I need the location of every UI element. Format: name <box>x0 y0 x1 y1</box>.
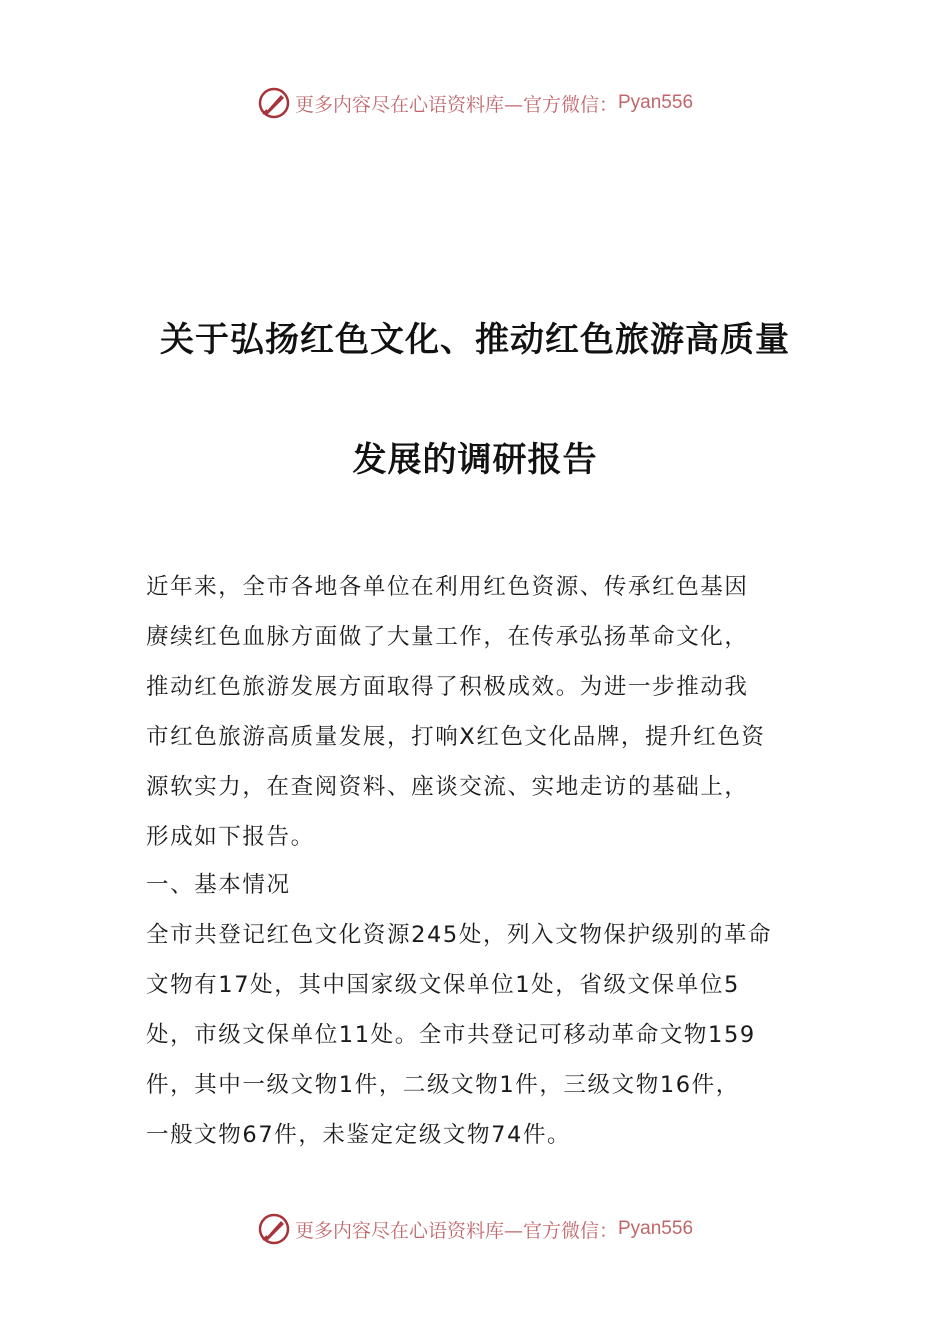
section-heading-text: 一、基本情况 <box>146 872 291 898</box>
text-line: 源软实力，在查阅资料、座谈交流、实地走访的基础上， <box>146 774 749 800</box>
text-line: 近年来，全市各地各单位在利用红色资源、传承红色基因 <box>146 574 749 600</box>
quill-logo-icon <box>257 86 291 120</box>
watermark-text: 更多内容尽在心语资料库—官方微信： <box>294 93 618 116</box>
text-line: 处，市级文保单位11处。全市共登记可移动革命文物159 <box>146 1022 756 1048</box>
section-paragraph <box>146 910 811 1160</box>
text-line: 市红色旅游高质量发展，打响X红色文化品牌，提升红色资 <box>146 724 766 750</box>
text-line: 形成如下报告。 <box>146 824 315 850</box>
text-line: 推动红色旅游发展方面取得了积极成效。为进一步推动我 <box>146 674 749 700</box>
text-line: 一般文物67件，未鉴定定级文物74件。 <box>146 1122 572 1148</box>
document-title-line-1: 关于弘扬红色文化、推动红色旅游高质量 <box>160 320 790 360</box>
watermark-text: 更多内容尽在心语资料库—官方微信： <box>294 1219 618 1242</box>
text-line: 文物有17处，其中国家级文保单位1处，省级文保单位5 <box>146 972 740 998</box>
document-title-line-2: 发展的调研报告 <box>352 440 598 480</box>
intro-paragraph <box>146 562 811 862</box>
footer-watermark <box>0 1212 950 1246</box>
text-line: 全市共登记红色文化资源245处，列入文物保护级别的革命 <box>146 922 773 948</box>
section-heading <box>146 860 811 910</box>
watermark-handle: Pyan556 <box>618 92 694 113</box>
text-line: 件，其中一级文物1件，二级文物1件，三级文物16件， <box>146 1072 740 1098</box>
quill-logo-icon <box>257 1212 291 1246</box>
text-line: 赓续红色血脉方面做了大量工作，在传承弘扬革命文化， <box>146 624 749 650</box>
header-watermark <box>0 86 950 120</box>
watermark-handle: Pyan556 <box>618 1218 694 1239</box>
